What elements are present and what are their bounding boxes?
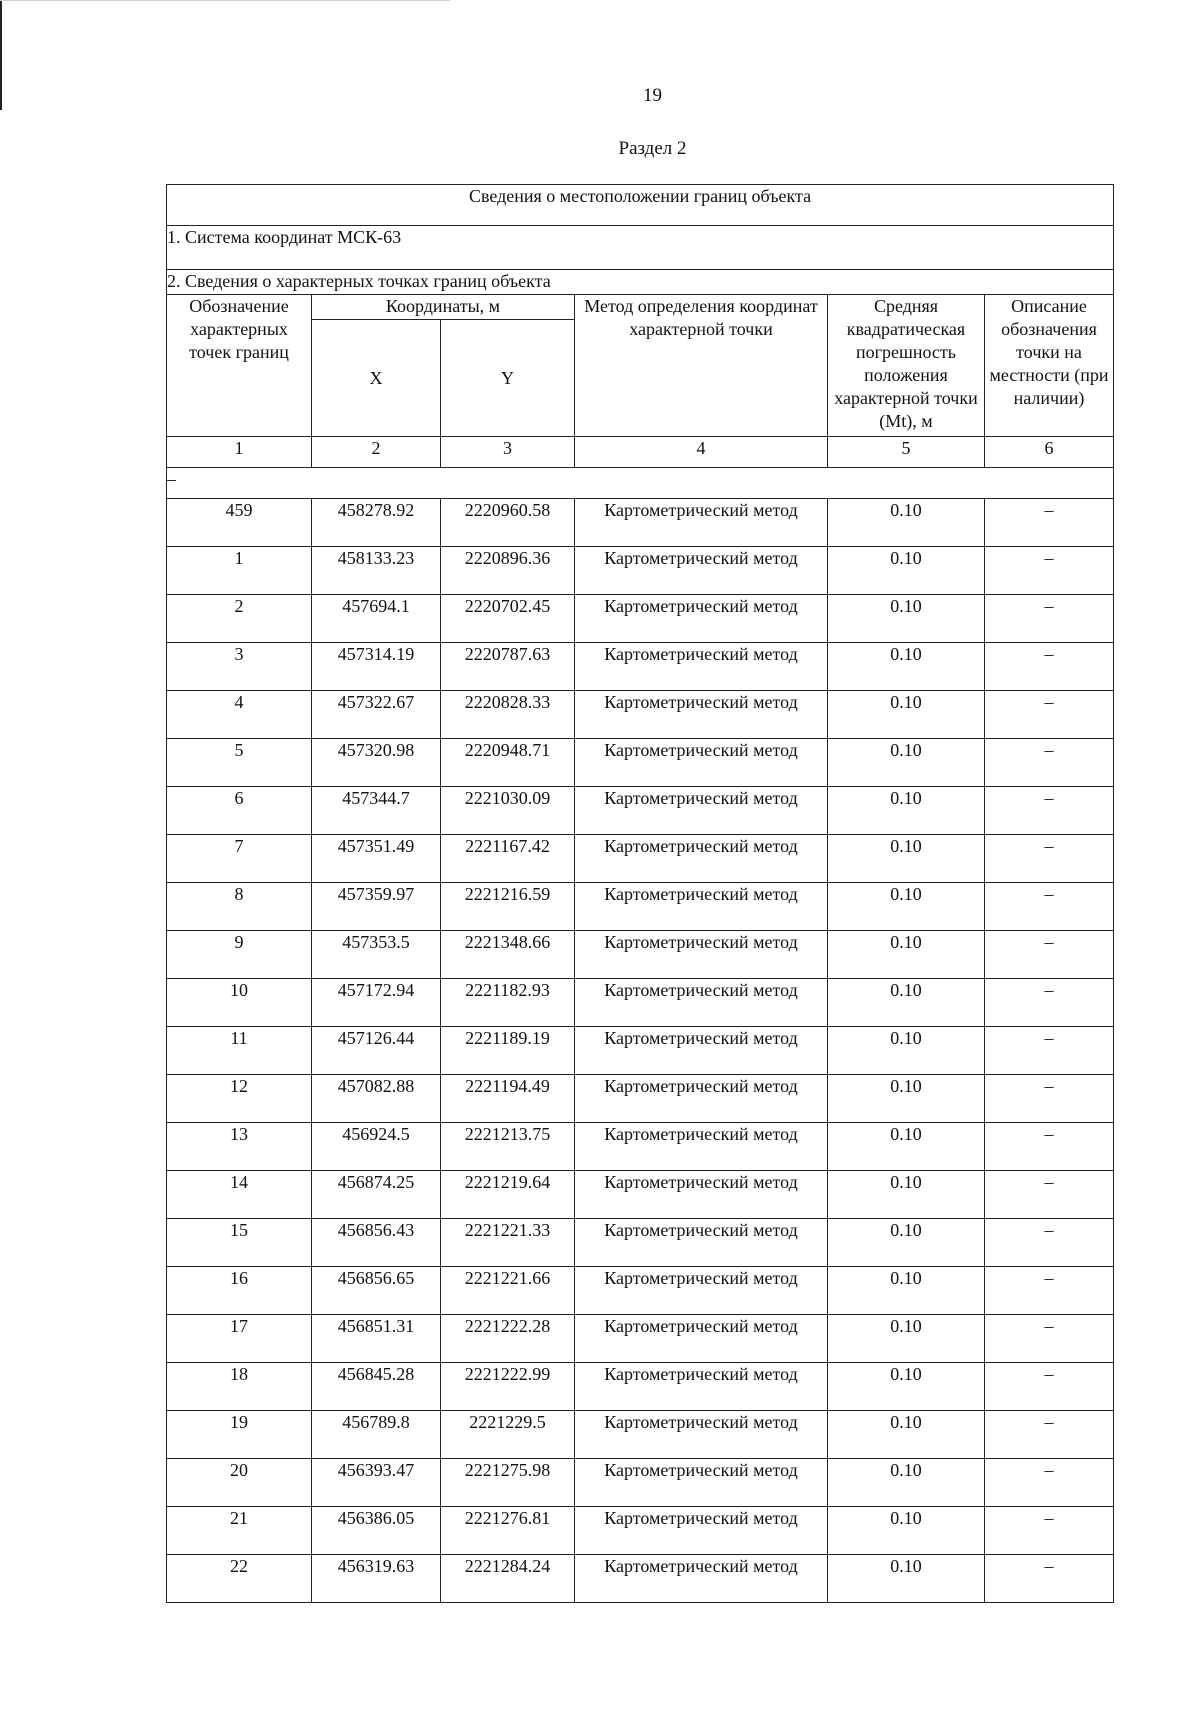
point-designation: 13 [167, 1123, 312, 1171]
coord-x: 457694.1 [312, 595, 441, 643]
coord-x: 456393.47 [312, 1459, 441, 1507]
point-description: – [985, 1171, 1114, 1219]
point-description: – [985, 643, 1114, 691]
header-y: Y [441, 320, 575, 437]
mean-error: 0.10 [828, 1363, 985, 1411]
point-designation: 20 [167, 1459, 312, 1507]
table-row [167, 1171, 1114, 1219]
coord-y: 2221030.09 [441, 787, 575, 835]
point-description: – [985, 1123, 1114, 1171]
table-row [167, 499, 1114, 547]
point-designation: 1 [167, 547, 312, 595]
boundary-points-table [166, 184, 1114, 1603]
method: Картометрический метод [575, 1315, 828, 1363]
mean-error: 0.10 [828, 979, 985, 1027]
coord-y: 2220948.71 [441, 739, 575, 787]
point-designation: 5 [167, 739, 312, 787]
point-designation: 11 [167, 1027, 312, 1075]
column-number: 1 [167, 437, 312, 468]
method: Картометрический метод [575, 787, 828, 835]
method: Картометрический метод [575, 547, 828, 595]
mean-error: 0.10 [828, 1171, 985, 1219]
mean-error: 0.10 [828, 691, 985, 739]
coord-y: 2220702.45 [441, 595, 575, 643]
table-row [167, 1507, 1114, 1555]
coord-y: 2221216.59 [441, 883, 575, 931]
coord-x: 457322.67 [312, 691, 441, 739]
table-row [167, 1363, 1114, 1411]
mean-error: 0.10 [828, 1075, 985, 1123]
mean-error: 0.10 [828, 835, 985, 883]
method: Картометрический метод [575, 1555, 828, 1603]
coord-y: 2221189.19 [441, 1027, 575, 1075]
mean-error: 0.10 [828, 1027, 985, 1075]
mean-error: 0.10 [828, 1267, 985, 1315]
mean-error: 0.10 [828, 1459, 985, 1507]
mean-error: 0.10 [828, 1411, 985, 1459]
method: Картометрический метод [575, 1507, 828, 1555]
point-description: – [985, 1219, 1114, 1267]
scan-top-rule [0, 0, 450, 1]
section-title: Раздел 2 [618, 138, 687, 159]
point-designation: 9 [167, 931, 312, 979]
coord-x: 457314.19 [312, 643, 441, 691]
method: Картометрический метод [575, 691, 828, 739]
table-row [167, 1315, 1114, 1363]
table-row [167, 739, 1114, 787]
column-number: 2 [312, 437, 441, 468]
coord-y: 2221275.98 [441, 1459, 575, 1507]
coord-x: 457353.5 [312, 931, 441, 979]
point-designation: 18 [167, 1363, 312, 1411]
table-row [167, 787, 1114, 835]
point-designation: 6 [167, 787, 312, 835]
mean-error: 0.10 [828, 499, 985, 547]
point-description: – [985, 547, 1114, 595]
header-x: X [312, 320, 441, 437]
point-designation: 19 [167, 1411, 312, 1459]
table-row [167, 1027, 1114, 1075]
table-row [167, 643, 1114, 691]
header-description: Описание обозначения точки на местности (при наличии) [985, 295, 1114, 437]
point-description: – [985, 931, 1114, 979]
point-designation: 2 [167, 595, 312, 643]
coord-x: 456874.25 [312, 1171, 441, 1219]
point-description: – [985, 1555, 1114, 1603]
mean-error: 0.10 [828, 1219, 985, 1267]
coord-y: 2221167.42 [441, 835, 575, 883]
mean-error: 0.10 [828, 643, 985, 691]
coord-y: 2221182.93 [441, 979, 575, 1027]
header-error-text: Средняя квадратическая погрешность положения характерной точки (Mt), м [834, 296, 978, 431]
mean-error: 0.10 [828, 787, 985, 835]
method: Картометрический метод [575, 499, 828, 547]
point-description: – [985, 835, 1114, 883]
method: Картометрический метод [575, 1363, 828, 1411]
point-description: – [985, 1075, 1114, 1123]
coord-y: 2221284.24 [441, 1555, 575, 1603]
column-number: 6 [985, 437, 1114, 468]
coord-x: 457320.98 [312, 739, 441, 787]
table-row [167, 979, 1114, 1027]
coord-x: 458278.92 [312, 499, 441, 547]
method: Картометрический метод [575, 835, 828, 883]
subsection-title: 2. Сведения о характерных точках границ объекта [167, 270, 1114, 295]
table-row [167, 1459, 1114, 1507]
table-row [167, 1555, 1114, 1603]
mean-error: 0.10 [828, 1123, 985, 1171]
header-row [167, 295, 1114, 320]
method: Картометрический метод [575, 1411, 828, 1459]
mean-error: 0.10 [828, 1555, 985, 1603]
mean-error: 0.10 [828, 547, 985, 595]
table-row [167, 1219, 1114, 1267]
point-description: – [985, 499, 1114, 547]
method: Картометрический метод [575, 1123, 828, 1171]
point-description: – [985, 1363, 1114, 1411]
point-designation: 16 [167, 1267, 312, 1315]
method: Картометрический метод [575, 1027, 828, 1075]
mean-error: 0.10 [828, 931, 985, 979]
point-designation: 3 [167, 643, 312, 691]
coord-x: 456319.63 [312, 1555, 441, 1603]
header-error [828, 295, 985, 437]
table-row [167, 691, 1114, 739]
coord-x: 458133.23 [312, 547, 441, 595]
method: Картометрический метод [575, 595, 828, 643]
point-description: – [985, 1027, 1114, 1075]
point-description: – [985, 1459, 1114, 1507]
coord-x: 456386.05 [312, 1507, 441, 1555]
mean-error: 0.10 [828, 883, 985, 931]
coord-x: 457082.88 [312, 1075, 441, 1123]
point-description: – [985, 1315, 1114, 1363]
column-number: 3 [441, 437, 575, 468]
coord-y: 2221229.5 [441, 1411, 575, 1459]
method: Картометрический метод [575, 1219, 828, 1267]
page-number: 19 [643, 85, 662, 106]
coordinate-system-row [167, 226, 1114, 270]
contour-marker: – [167, 468, 1114, 499]
point-designation: 459 [167, 499, 312, 547]
coord-y: 2221219.64 [441, 1171, 575, 1219]
table-row [167, 883, 1114, 931]
coord-x: 456845.28 [312, 1363, 441, 1411]
coord-y: 2221222.28 [441, 1315, 575, 1363]
point-designation: 14 [167, 1171, 312, 1219]
coord-x: 457344.7 [312, 787, 441, 835]
coord-x: 456851.31 [312, 1315, 441, 1363]
column-number: 4 [575, 437, 828, 468]
method: Картометрический метод [575, 1267, 828, 1315]
point-designation: 10 [167, 979, 312, 1027]
coord-y: 2221276.81 [441, 1507, 575, 1555]
coord-y: 2221221.66 [441, 1267, 575, 1315]
column-number-row [167, 437, 1114, 468]
coord-y: 2221222.99 [441, 1363, 575, 1411]
coord-y: 2220960.58 [441, 499, 575, 547]
coord-x: 457172.94 [312, 979, 441, 1027]
coord-x: 456856.43 [312, 1219, 441, 1267]
coordinate-system: 1. Система координат МСК-63 [167, 226, 1114, 270]
method: Картометрический метод [575, 931, 828, 979]
table-caption: Сведения о местоположении границ объекта [167, 185, 1114, 226]
table-row [167, 931, 1114, 979]
table-row [167, 595, 1114, 643]
coord-x: 456924.5 [312, 1123, 441, 1171]
method: Картометрический метод [575, 883, 828, 931]
point-description: – [985, 787, 1114, 835]
header-method: Метод определения координат характерной точки [575, 295, 828, 437]
point-description: – [985, 1507, 1114, 1555]
method: Картометрический метод [575, 739, 828, 787]
mean-error: 0.10 [828, 595, 985, 643]
point-description: – [985, 1411, 1114, 1459]
point-designation: 21 [167, 1507, 312, 1555]
table-row [167, 835, 1114, 883]
coord-x: 457126.44 [312, 1027, 441, 1075]
point-designation: 15 [167, 1219, 312, 1267]
point-designation: 7 [167, 835, 312, 883]
mean-error: 0.10 [828, 1507, 985, 1555]
mean-error: 0.10 [828, 739, 985, 787]
point-description: – [985, 979, 1114, 1027]
point-description: – [985, 739, 1114, 787]
table-row [167, 1075, 1114, 1123]
method: Картометрический метод [575, 643, 828, 691]
column-number: 5 [828, 437, 985, 468]
subsection-row [167, 270, 1114, 295]
coord-y: 2221213.75 [441, 1123, 575, 1171]
header-coordinates: Координаты, м [312, 295, 575, 320]
point-designation: 22 [167, 1555, 312, 1603]
method: Картометрический метод [575, 1459, 828, 1507]
coord-y: 2221221.33 [441, 1219, 575, 1267]
point-designation: 17 [167, 1315, 312, 1363]
point-designation: 8 [167, 883, 312, 931]
table-row [167, 1411, 1114, 1459]
coord-x: 457351.49 [312, 835, 441, 883]
table-row [167, 1123, 1114, 1171]
point-description: – [985, 691, 1114, 739]
mean-error: 0.10 [828, 1315, 985, 1363]
coord-x: 457359.97 [312, 883, 441, 931]
method: Картометрический метод [575, 1075, 828, 1123]
coord-y: 2221348.66 [441, 931, 575, 979]
coord-x: 456856.65 [312, 1267, 441, 1315]
point-description: – [985, 595, 1114, 643]
method: Картометрический метод [575, 979, 828, 1027]
header-designation: Обозначение характерных точек границ [167, 295, 312, 437]
point-designation: 12 [167, 1075, 312, 1123]
table-row [167, 547, 1114, 595]
table-caption-row [167, 185, 1114, 226]
coord-y: 2220787.63 [441, 643, 575, 691]
coord-y: 2220828.33 [441, 691, 575, 739]
contour-row [167, 468, 1114, 499]
coord-y: 2221194.49 [441, 1075, 575, 1123]
coord-y: 2220896.36 [441, 547, 575, 595]
point-designation: 4 [167, 691, 312, 739]
table-row [167, 1267, 1114, 1315]
point-description: – [985, 1267, 1114, 1315]
method: Картометрический метод [575, 1171, 828, 1219]
point-description: – [985, 883, 1114, 931]
coord-x: 456789.8 [312, 1411, 441, 1459]
